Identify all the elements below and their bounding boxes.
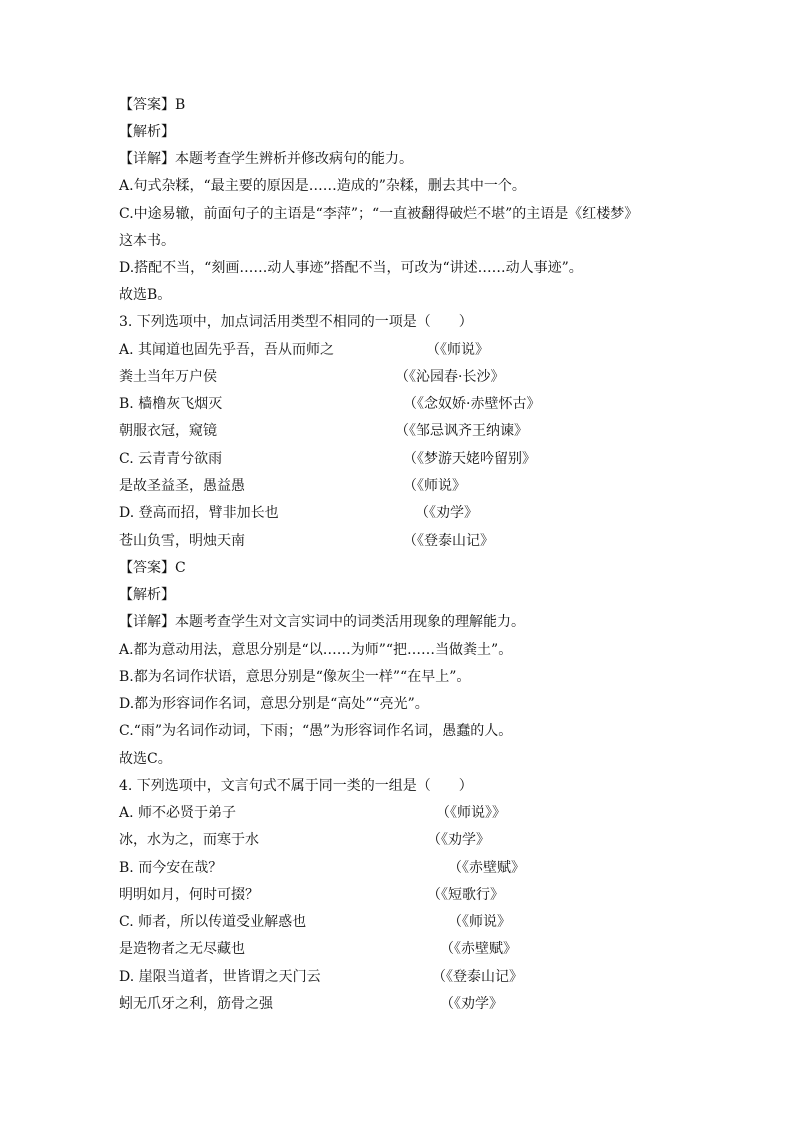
q3-option-b-line2: 朝服衣冠，窥镜 [119,423,217,439]
q4-option-c-source2: （《赤壁赋》 [440,941,517,957]
q4-option-c-line1: C. 师者，所以传道受业解惑也 [119,914,307,930]
detail-option-c-q3: C.“雨”为名词作动词，下雨；“愚”为形容词作名词，愚蠢的人。 [119,723,513,739]
q4-option-b-source1: （《赤壁赋》 [448,860,525,876]
q3-option-d-source2: （《登泰山记》 [403,533,494,549]
detail-option-a-q2: A.句式杂糅，“最主要的原因是……造成的”杂糅，删去其中一个。 [119,178,526,194]
q3-option-a-line1: A. 其闻道也固先乎吾，吾从而师之 [119,342,335,358]
q4-option-a-line2: 冰，水为之，而寒于水 [119,832,259,848]
q4-option-b-line2: 明明如月，何时可掇？ [119,887,259,903]
conclusion-q3: 故选C。 [119,751,172,767]
detail-option-b-q3: B.都为名词作状语，意思分别是“像灰尘一样”“在早上”。 [119,669,471,685]
detail-option-a-q3: A.都为意动用法，意思分别是“以……为师”“把……当做粪土”。 [119,642,513,658]
q4-option-d-line2: 蚓无爪牙之利，筋骨之强 [119,996,273,1012]
q3-option-d-source1: （《劝学》 [415,505,478,521]
analysis-label-q2: 【解析】 [119,124,175,140]
q4-option-c-source1: （《师说》 [448,914,511,930]
q3-option-a-source2: （《沁园春·长沙》 [395,369,505,385]
q3-option-d-line2: 苍山负雪，明烛天南 [119,533,245,549]
question-4-stem: 4. 下列选项中，文言句式不属于同一类的一组是（ ） [119,778,473,794]
q3-option-b-source2: （《邹忌讽齐王纳谏》 [395,423,528,439]
detail-option-c-q2: C.中途易辙，前面句子的主语是“李萍”；“一直被翻得破烂不堪”的主语是《红楼梦》 [119,206,639,222]
answer-label-q3: 【答案】C [119,560,186,576]
q3-option-a-source1: （《师说》 [426,342,489,358]
q3-option-b-line1: B. 樯橹灰飞烟灭 [119,396,223,412]
q3-option-c-line2: 是故圣益圣，愚益愚 [119,478,245,494]
q4-option-a-line1: A. 师不必贤于弟子 [119,805,237,821]
q3-option-d-line1: D. 登高而招，臂非加长也 [119,505,279,521]
q4-option-a-source2: （《劝学》 [427,832,490,848]
q4-option-a-source1: （《师说》》 [436,805,506,821]
q3-option-b-source1: （《念奴娇·赤壁怀古》 [403,396,541,412]
analysis-label-q3: 【解析】 [119,587,175,603]
q3-option-a-line2: 粪土当年万户侯 [119,369,217,385]
q3-option-c-source1: （《梦游天姥吟留别》 [403,451,536,467]
answer-label-q2: 【答案】B [119,97,186,113]
q4-option-b-source2: （《短歌行》 [427,887,504,903]
question-3-stem: 3. 下列选项中，加点词活用类型不相同的一项是（ ） [119,314,473,330]
detail-intro-q2: 【详解】本题考查学生辨析并修改病句的能力。 [119,151,413,167]
detail-option-d-q2: D.搭配不当，“刻画……动人事迹”搭配不当，可改为“讲述……动人事迹”。 [119,260,583,276]
q3-option-c-line1: C. 云青青兮欲雨 [119,451,223,467]
q3-option-c-source2: （《师说》 [403,478,466,494]
q4-option-b-line1: B. 而今安在哉？ [119,860,223,876]
detail-intro-q3: 【详解】本题考查学生对文言实词中的词类活用现象的理解能力。 [119,614,525,630]
conclusion-q2: 故选B。 [119,287,172,303]
q4-option-d-source1: （《登泰山记》 [432,969,523,985]
q4-option-d-line1: D. 崖限当道者，世皆谓之天门云 [119,969,321,985]
q4-option-c-line2: 是造物者之无尽藏也 [119,941,245,957]
detail-option-c-continued-q2: 这本书。 [119,233,175,249]
detail-option-d-q3: D.都为形容词作名词，意思分别是“高处”“亮光”。 [119,696,429,712]
q4-option-d-source2: （《劝学》 [440,996,503,1012]
